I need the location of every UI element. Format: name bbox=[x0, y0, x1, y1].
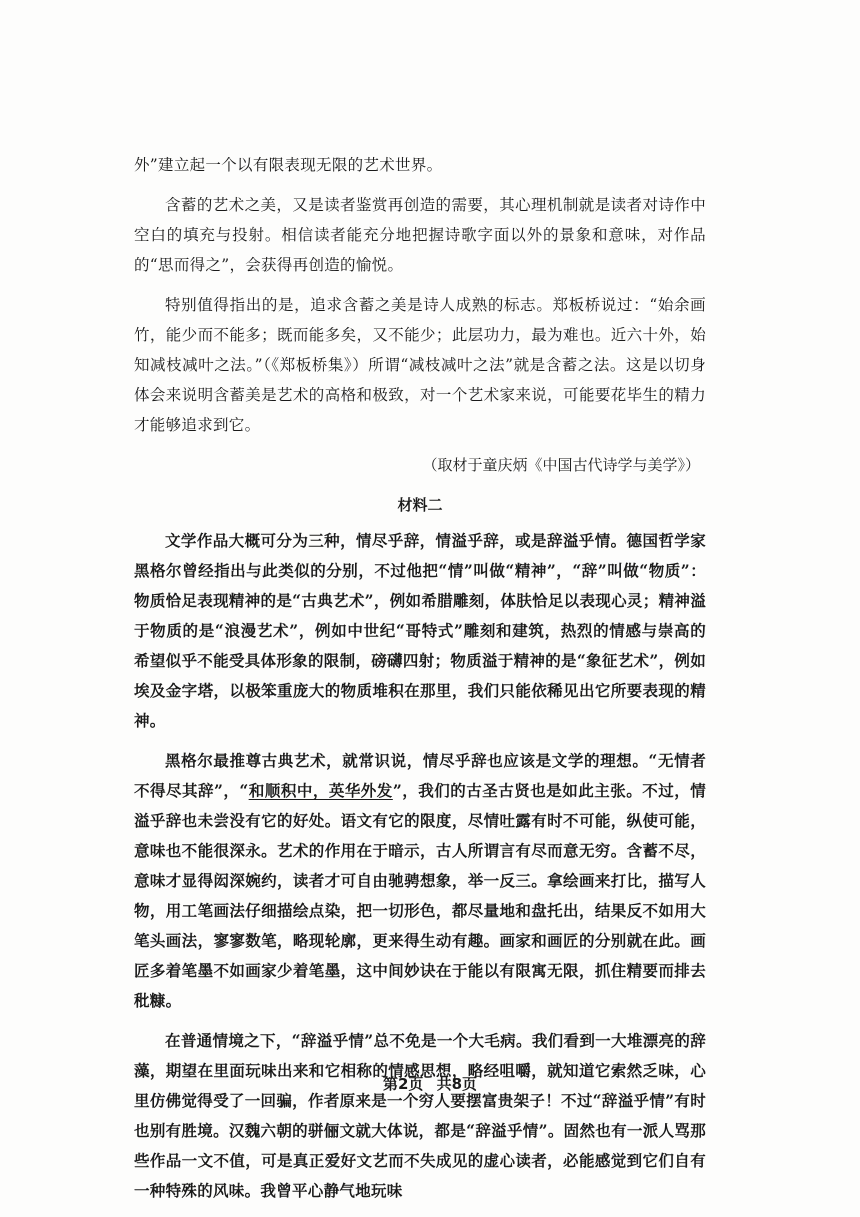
material2-paragraph-2 bbox=[134, 746, 706, 1016]
material2-p2-start: 黑格尔最推尊古典艺术，就常识说，情尽乎辞也应该是文学的理想。“无情者不得尽其辞”，“ bbox=[134, 751, 706, 800]
material2-p2-end: ”，我们的古圣古贤也是如此主张。不过，情溢乎辞也未尝没有它的好处。语文有它的限度，尽情吐露有时不可能，纵使可能，意味也不能很深永。艺术的作用在于暗示，古人所谓言有尽而意无穷。含蓄不尽，意味才显得闳深婉约，读者才可自由驰骋想象，举一反三。拿绘画来打比，描写人物，用工笔画法仔细描绘点染，把一切形色，都尽量地和盘托出，结果反不如用大笔头画法，寥寥数笔，略现轮廓，更来得生动有趣。画家和画匠的分别就在此。画匠多着笔墨不如画家少着笔墨，这中间妙诀在于能以有限寓无限，抓住精要而排去秕糠。 bbox=[134, 781, 706, 1010]
page-number-footer: 第2页 共8页 bbox=[382, 1075, 478, 1093]
page-content bbox=[134, 150, 706, 1216]
passage-paragraph-2: 含蓄的艺术之美，又是读者鉴赏再创造的需要，其心理机制就是读者对诗作中空白的填充与投射。相信读者能充分地把握诗歌字面以外的景象和意味，对作品的“思而得之”，会获得再创造的愉悦。 bbox=[134, 196, 706, 274]
material2-paragraph-3: 在普通情境之下，“辞溢乎情”总不免是一个大毛病。我们看到一大堆漂亮的辞藻，期望在里面玩味出来和它相称的情感思想，略经咀嚼，就知道它索然乏味，心里仿佛觉得受了一回骗，作者原来是一个穷人要摆富贵架子！不过“辞溢乎情”有时也别有胜境。汉魏六朝的骈俪文就大体说，都是“辞溢乎情”。固然也有一派人骂那些作品一文不值，可是真正爱好文艺而不失成见的虚心读者，必能感觉到它们自有一种特殊的风味。我曾平心静气地玩味 bbox=[134, 1031, 706, 1200]
underlined-quote: 和顺积中，英华外发 bbox=[248, 781, 393, 800]
section-title-material-2: 材料二 bbox=[397, 496, 443, 514]
passage-paragraph-3: 特别值得指出的是，追求含蓄之美是诗人成熟的标志。郑板桥说过：“始余画竹，能少而不能多；既而能多矣，又不能少；此层功力，最为难也。近六十外，始知减枝减叶之法。”（《郑板桥集》）所谓“减枝减叶之法”就是含蓄之法。这是以切身体会来说明含蓄美是艺术的高格和极致，对一个艺术家来说，可能要花毕生的精力才能够追求到它。 bbox=[134, 296, 706, 434]
material2-paragraph-1: 文学作品大概可分为三种，情尽乎辞，情溢乎辞，或是辞溢乎情。德国哲学家黑格尔曾经指出与此类似的分别，不过他把“情”叫做“精神”，“辞”叫做“物质”：物质恰足表现精神的是“古典艺术”，例如希腊雕刻，体肤恰足以表现心灵；精神溢于物质的是“浪漫艺术”，例如中世纪“哥特式”雕刻和建筑，热烈的情感与崇高的希望似乎不能受具体形象的限制，磅礴四射；物质溢于精神的是“象征艺术”，例如埃及金字塔，以极笨重庞大的物质堆积在那里，我们只能依稀见出它所要表现的精神。 bbox=[134, 531, 706, 730]
source-citation: （取材于童庆炳《中国古代诗学与美学》） bbox=[422, 456, 700, 474]
passage-paragraph-1: 外”建立起一个以有限表现无限的艺术世界。 bbox=[134, 156, 443, 174]
